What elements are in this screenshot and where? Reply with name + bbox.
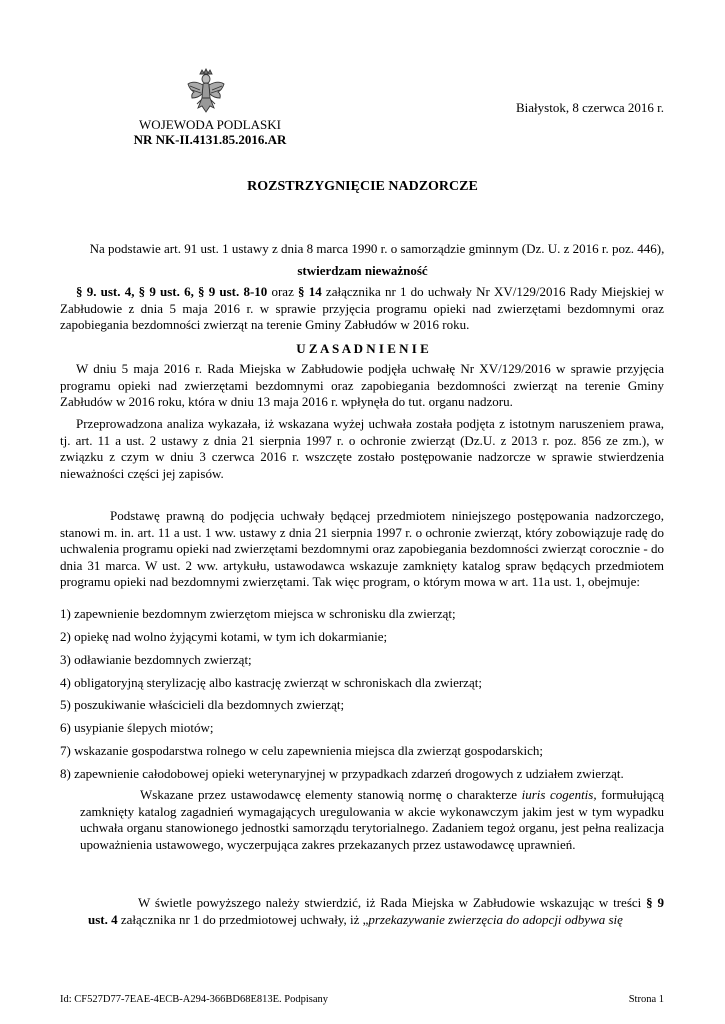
ruling: stwierdzam nieważność xyxy=(297,263,428,278)
paragraph-5-quote: przekazywanie zwierzęcia do adopcji odbywa się xyxy=(368,911,623,927)
ruling-text-2: załącznika nr 1 do uchwały Nr XV/129/2016 Rady Miejskiej w Zabłudowie z dnia 5 maja 2016 r. w sprawie przyjęcia programu opieki nad zwierzętami bezdomnymi oraz zapobiegania bezdomności zwierząt na terenie Gminy Zabłudów w 2016 roku. xyxy=(60,284,665,332)
list-item: 1) zapewnienie bezdomnym zwierzętom miejsca w schronisku dla zwierząt; xyxy=(60,606,456,621)
ruling-body xyxy=(60,284,664,334)
list-item: 2) opiekę nad wolno żyjącymi kotami, w tym ich dokarmianie; xyxy=(60,629,388,644)
polish-eagle-emblem-icon xyxy=(186,68,226,114)
paragraph-4-start: Wskazane przez ustawodawcę elementy stanowią normę o charakterze xyxy=(140,787,522,802)
footer-id: Id: CF527D77-7EAE-4ECB-A294-366BD68E813E. Podpisany xyxy=(60,994,329,1005)
ruling-text-1: oraz xyxy=(267,284,299,299)
paragraph-4 xyxy=(80,787,664,853)
paragraph-5-reference: § 9 ust. 4 xyxy=(88,895,665,927)
place-date: Białystok, 8 czerwca 2016 r. xyxy=(515,100,664,115)
list-item: 4) obligatoryjną sterylizację albo kastrację zwierząt w schroniskach dla zwierząt; xyxy=(60,675,482,690)
issuer-name: WOJEWODA PODLASKI xyxy=(139,117,281,132)
justification-heading: U Z A S A D N I E N I E xyxy=(296,341,429,356)
paragraph-1: W dniu 5 maja 2016 r. Rada Miejska w Zabłudowie podjęła uchwałę Nr XV/129/2016 w sprawie przyjęcia programu opieki nad zwierzętami bezdomnymi oraz zapobiegania bezdomności zwierząt na terenie Gminy Zabłudów w 2016 roku, która w dniu 13 maja 2016 r. wpłynęła do tut. organu nadzoru. xyxy=(60,361,664,409)
list-item: 5) poszukiwanie właścicieli dla bezdomnych zwierząt; xyxy=(60,697,345,712)
paragraph-4-end: formułującą zamknięty katalog zagadnień wymagających uregulowania w akcie wykonawczym jakim jest w tym wypadku uchwała organu stanowionego jednostki samorządu terytorialnego. Zadaniem tegoż organu, jest pełna realizacja upoważnienia ustawowego, wyczerpująca zakres przekazanych przez ustawodawcę uprawnień. xyxy=(80,787,664,852)
paragraph-5 xyxy=(88,895,664,928)
list-item: 8) zapewnienie całodobowej opieki weterynaryjnej w przypadkach zdarzeń drogowych z udziałem zwierząt. xyxy=(60,766,624,781)
paragraph-3: Podstawę prawną do podjęcia uchwały będącej przedmiotem niniejszego postępowania nadzorczego, stanowi m. in. art. 11 a ust. 1 ww. ustawy z dnia 21 sierpnia 1997 r. o ochronie zwierząt, który zobowiązuje radę do uchwalenia programu opieki nad zwierzętami bezdomnymi oraz zapobiegania bezdomności zwierząt corocznie - do dnia 31 marca. W ust. 2 ww. artykułu, ustawodawca wskazuje zamknięty katalog spraw będących przedmiotem programu opieki nad bezdomnymi zwierzętami. Tak więc program, o którym mowa w art. 11a ust. 1, obejmuje: xyxy=(60,508,664,589)
paragraph-5-middle: załącznika nr 1 do przedmiotowej uchwały, iż „ xyxy=(117,911,369,927)
ruling-paragraphs-2: § 14 xyxy=(298,284,322,299)
footer-page-number: Strona 1 xyxy=(628,994,664,1005)
legal-basis: Na podstawie art. 91 ust. 1 ustawy z dnia 8 marca 1990 r. o samorządzie gminnym (Dz. U. z 2016 r. poz. 446), xyxy=(89,241,665,256)
paragraph-5-start: W świetle powyższego należy stwierdzić, iż Rada Miejska w Zabłudowie wskazując w treści xyxy=(138,895,647,910)
paragraph-2: Przeprowadzona analiza wykazała, iż wskazana wyżej uchwała została podjęta z istotnym naruszeniem prawa, tj. art. 11 a ust. 2 ustawy z dnia 21 sierpnia 1997 r. o ochronie zwierząt (Dz.U. z 2013 r. poz. 856 ze zm.), w związku z czym w dniu 3 czerwca 2016 r. wszczęte zostało postępowanie nadzorcze w sprawie stwierdzenia nieważności części jej zapisów. xyxy=(60,416,664,481)
list-item: 7) wskazanie gospodarstwa rolnego w celu zapewnienia miejsca dla zwierząt gospodarskich; xyxy=(60,743,543,758)
document-title: ROZSTRZYGNIĘCIE NADZORCZE xyxy=(247,179,478,194)
list-item: 6) usypianie ślepych miotów; xyxy=(60,720,214,735)
paragraph-4-latin: iuris cogentis, xyxy=(521,787,597,802)
list-item: 3) odławianie bezdomnych zwierząt; xyxy=(60,652,252,667)
case-number: NR NK-II.4131.85.2016.AR xyxy=(133,132,287,147)
ruling-paragraphs-1: § 9. ust. 4, § 9 ust. 6, § 9 ust. 8-10 xyxy=(76,284,268,299)
